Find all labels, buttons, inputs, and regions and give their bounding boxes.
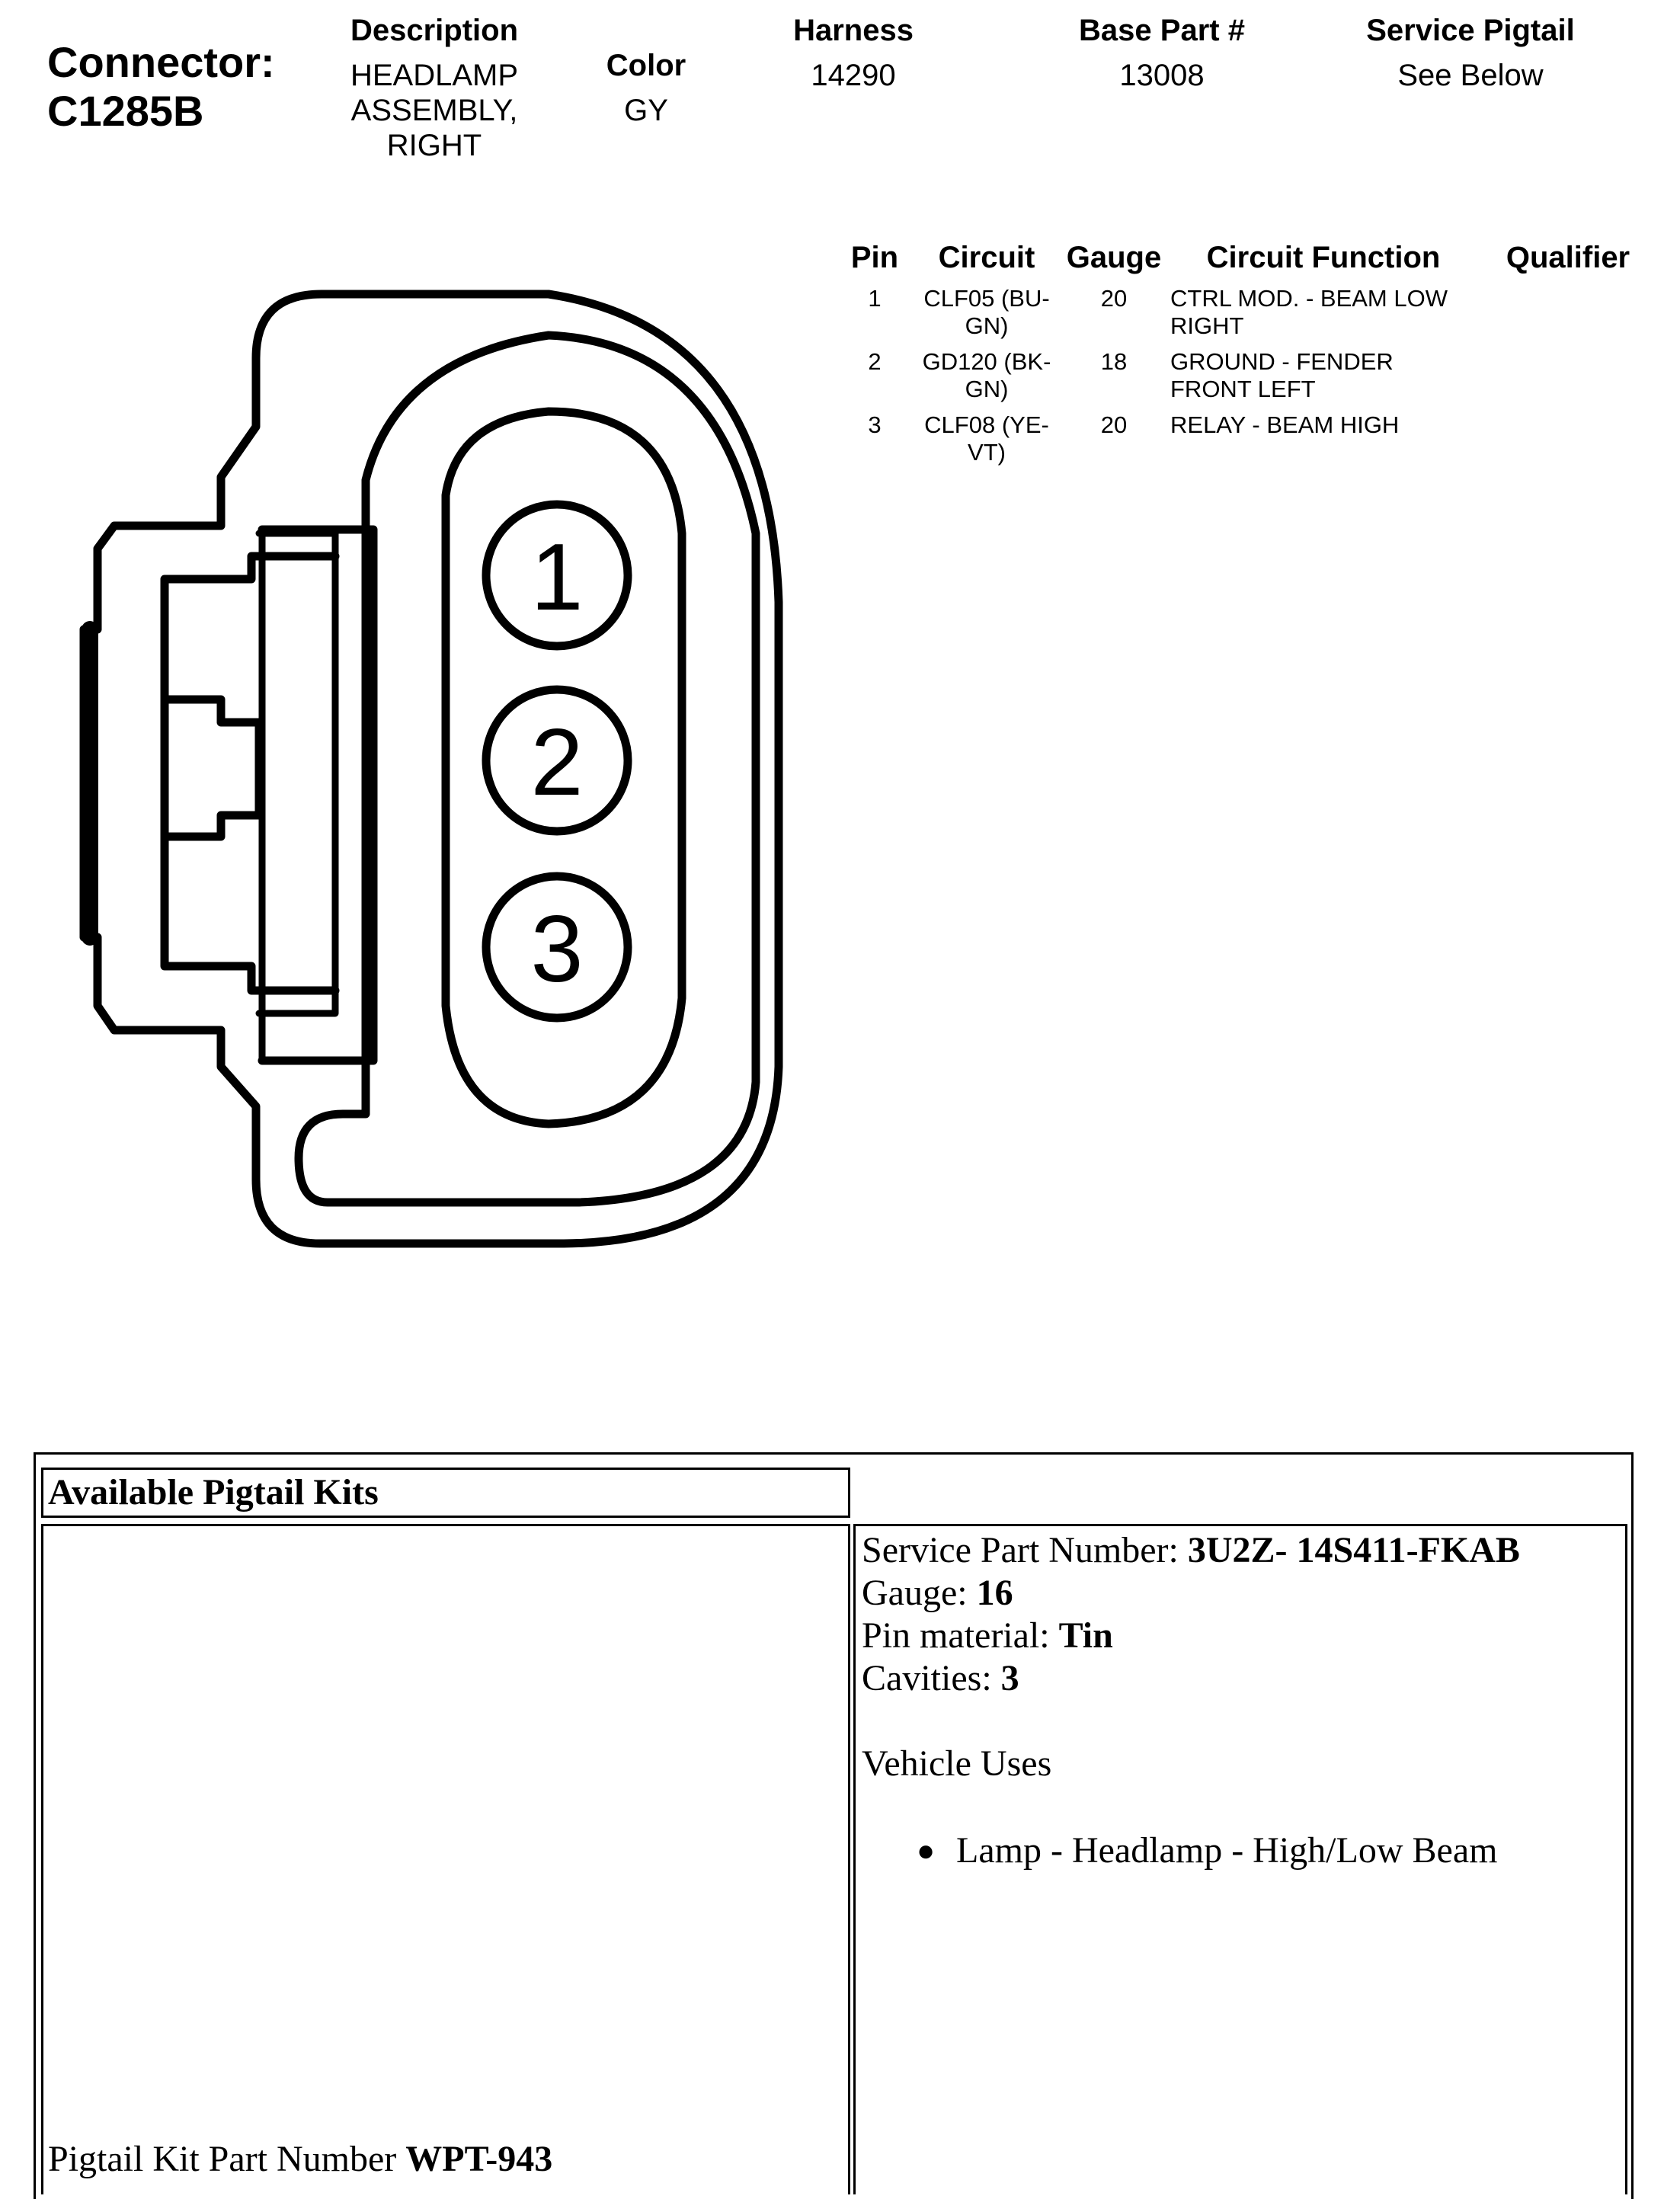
function-line: RELAY - BEAM HIGH xyxy=(1170,411,1400,438)
table-row-circuit xyxy=(922,285,1051,340)
kit-part-label: Pigtail Kit Part Number xyxy=(48,2139,406,2179)
table-row-function xyxy=(1170,285,1475,340)
table-row-gauge: 20 xyxy=(1100,411,1128,438)
service-pigtail-label: Service Pigtail xyxy=(1366,14,1575,47)
table-row-function xyxy=(1170,411,1475,439)
circuit-line: CLF08 (YE- xyxy=(924,411,1049,438)
pin-table xyxy=(838,238,1661,482)
harness-label: Harness xyxy=(793,14,914,47)
bullet-icon: ● xyxy=(917,1833,936,1868)
description-line: ASSEMBLY, xyxy=(350,94,518,127)
table-row-pin: 2 xyxy=(868,348,882,375)
table-row-circuit xyxy=(922,348,1051,403)
pigtail-left-cell xyxy=(41,1524,850,2194)
kit-part-value: WPT-943 xyxy=(405,2139,553,2179)
color-value: GY xyxy=(624,94,668,127)
circuit-line: CLF05 (BU- xyxy=(923,285,1050,312)
cavity-label-1: 1 xyxy=(530,525,584,630)
pigtail-right-cell xyxy=(853,1524,1627,2194)
service-part-label: Service Part Number: xyxy=(862,1530,1188,1570)
cavity-label-2: 2 xyxy=(530,710,584,815)
circuit-line: GN) xyxy=(965,376,1009,402)
cavity-label-3: 3 xyxy=(530,897,584,1002)
latch-frame-outer xyxy=(262,530,373,1061)
cavities-value: 3 xyxy=(1000,1658,1019,1698)
service-part-value: 3U2Z- 14S411-FKAB xyxy=(1187,1530,1520,1570)
pin-material-value: Tin xyxy=(1058,1615,1113,1656)
pigtail-details xyxy=(862,1529,1520,1872)
description-line: HEADLAMP xyxy=(350,59,519,92)
description-label: Description xyxy=(350,14,519,47)
pigtail-title-cell xyxy=(41,1468,850,1518)
table-row-gauge: 20 xyxy=(1100,285,1128,312)
kit-gauge xyxy=(862,1572,1520,1615)
description-line: RIGHT xyxy=(386,129,482,162)
kit-gauge-label: Gauge: xyxy=(862,1573,977,1613)
connector-face-diagram xyxy=(0,0,808,1280)
latch-frame-inner xyxy=(165,556,335,991)
housing-outer-outline xyxy=(84,294,779,1244)
service-part-number xyxy=(862,1529,1520,1572)
pigtail-title: Available Pigtail Kits xyxy=(48,1472,379,1512)
connector-id: C1285B xyxy=(47,87,204,135)
pin-material xyxy=(862,1615,1520,1657)
pin-material-label: Pin material: xyxy=(862,1615,1059,1656)
function-line: RIGHT xyxy=(1170,312,1244,339)
cavities xyxy=(862,1657,1520,1700)
vehicle-uses-label: Vehicle Uses xyxy=(862,1743,1052,1784)
circuit-line: GD120 (BK- xyxy=(922,348,1051,375)
cavities-label: Cavities: xyxy=(862,1658,1001,1698)
function-line: FRONT LEFT xyxy=(1170,376,1316,402)
cavity-outer-oval xyxy=(299,335,756,1202)
base-part-value: 13008 xyxy=(1119,59,1205,92)
table-row-circuit xyxy=(922,411,1051,466)
base-part-label: Base Part # xyxy=(1079,14,1245,47)
table-row-function xyxy=(1170,348,1475,403)
latch-tab xyxy=(165,699,259,837)
vehicle-use-item xyxy=(862,1829,1520,1872)
circuit-line: GN) xyxy=(965,312,1009,339)
gauge-header: Gauge xyxy=(1066,241,1162,274)
function-line: CTRL MOD. - BEAM LOW xyxy=(1170,285,1448,312)
kit-gauge-value: 16 xyxy=(976,1573,1013,1613)
circuit-line: VT) xyxy=(968,439,1006,466)
vehicle-use-text: Lamp - Headlamp - High/Low Beam xyxy=(956,1830,1498,1871)
qualifier-header: Qualifier xyxy=(1506,241,1630,274)
kit-part-number xyxy=(48,2138,552,2181)
service-pigtail-value: See Below xyxy=(1397,59,1544,92)
table-row-pin: 3 xyxy=(868,411,882,438)
function-line: GROUND - FENDER xyxy=(1170,348,1394,375)
circuit-header: Circuit xyxy=(938,241,1035,274)
latch-frame-mid xyxy=(259,533,335,1061)
harness-value: 14290 xyxy=(811,59,896,92)
table-row-pin: 1 xyxy=(868,285,882,312)
table-row-gauge: 18 xyxy=(1100,348,1128,375)
pin-header: Pin xyxy=(850,241,899,274)
color-label: Color xyxy=(606,49,686,82)
circuit-function-header: Circuit Function xyxy=(1206,241,1441,274)
connector-label: Connector: xyxy=(47,38,275,86)
